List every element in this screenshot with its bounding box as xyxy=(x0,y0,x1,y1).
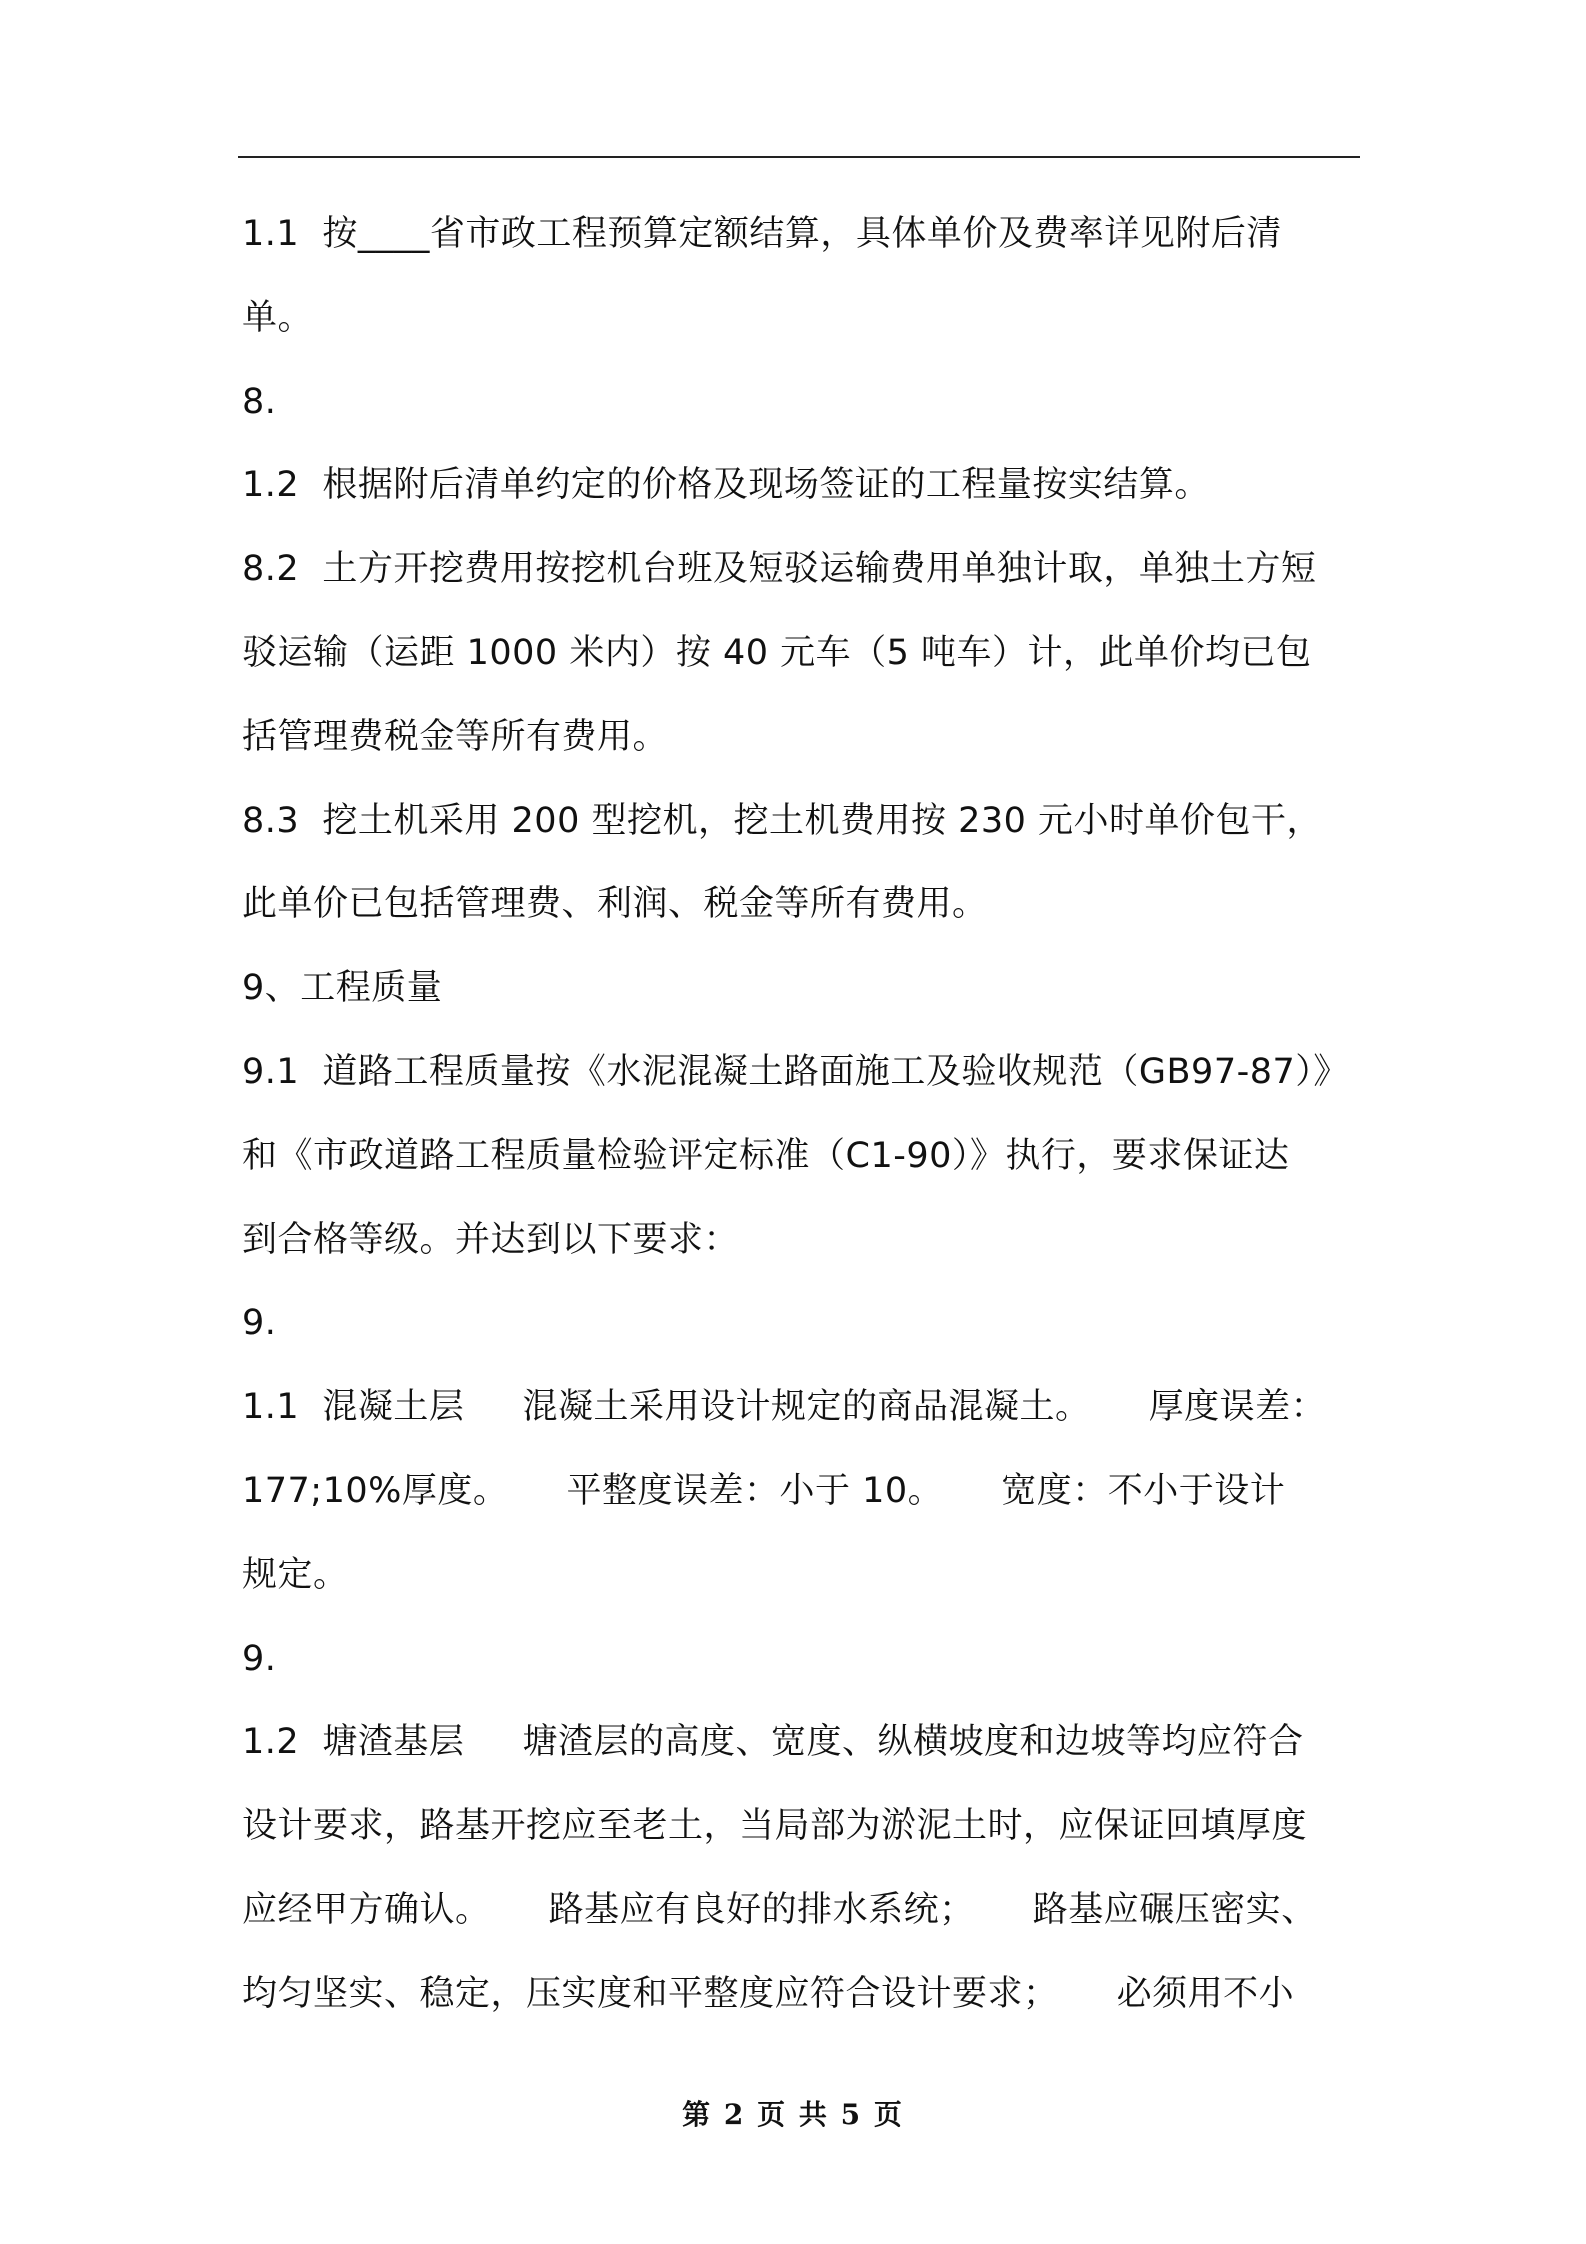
text-line: 均匀坚实、稳定，压实度和平整度应符合设计要求； 必须用不小 xyxy=(242,1973,1295,2014)
text-line: 到合格等级。并达到以下要求： xyxy=(242,1219,740,1260)
page-number-footer: 第 2 页 共 5 页 xyxy=(682,2098,904,2131)
header-rule xyxy=(238,156,1360,158)
text-line: 设计要求，路基开挖应至老土，当局部为淤泥土时，应保证回填厚度 xyxy=(242,1806,1308,1847)
text-line: 应经甲方确认。 路基应有良好的排水系统； 路基应碾压密实、 xyxy=(242,1889,1317,1930)
text-line: 1.2 塘渣基层 塘渣层的高度、宽度、纵横坡度和边坡等均应符合 xyxy=(242,1722,1304,1763)
text-line: 和《市政道路工程质量检验评定标准（C1-90）》执行，要求保证达 xyxy=(242,1135,1290,1176)
text-line: 规定。 xyxy=(242,1554,349,1595)
text-line: 9.1 道路工程质量按《水泥混凝土路面施工及验收规范（GB97-87）》 xyxy=(242,1051,1349,1092)
text-line: 8.2 土方开挖费用按挖机台班及短驳运输费用单独计取，单独土方短 xyxy=(242,549,1317,590)
text-line: 1.1 按____省市政工程预算定额结算，具体单价及费率详见附后清 xyxy=(242,214,1282,254)
document-body xyxy=(242,193,1372,2037)
text-line: 9. xyxy=(242,1638,277,1679)
text-line: 单。 xyxy=(242,297,314,338)
text-line: 8.3 挖土机采用 200 型挖机，挖土机费用按 230 元小时单价包干， xyxy=(242,800,1323,841)
text-line: 此单价已包括管理费、利润、税金等所有费用。 xyxy=(242,884,988,925)
text-line: 1.2 根据附后清单约定的价格及现场签证的工程量按实结算。 xyxy=(242,465,1210,506)
text-line: 9. xyxy=(242,1303,277,1344)
text-line: 1.1 混凝土层 混凝土采用设计规定的商品混凝土。 厚度误差： xyxy=(242,1387,1327,1428)
text-line: 括管理费税金等所有费用。 xyxy=(242,716,669,757)
text-line: 8. xyxy=(242,381,277,422)
text-line: 177;10%厚度。 平整度误差：小于 10。 宽度：不小于设计 xyxy=(242,1470,1286,1511)
section-heading: 9、工程质量 xyxy=(242,968,443,1009)
text-line: 驳运输（运距 1000 米内）按 40 元车（5 吨车）计，此单价均已包 xyxy=(242,632,1312,673)
